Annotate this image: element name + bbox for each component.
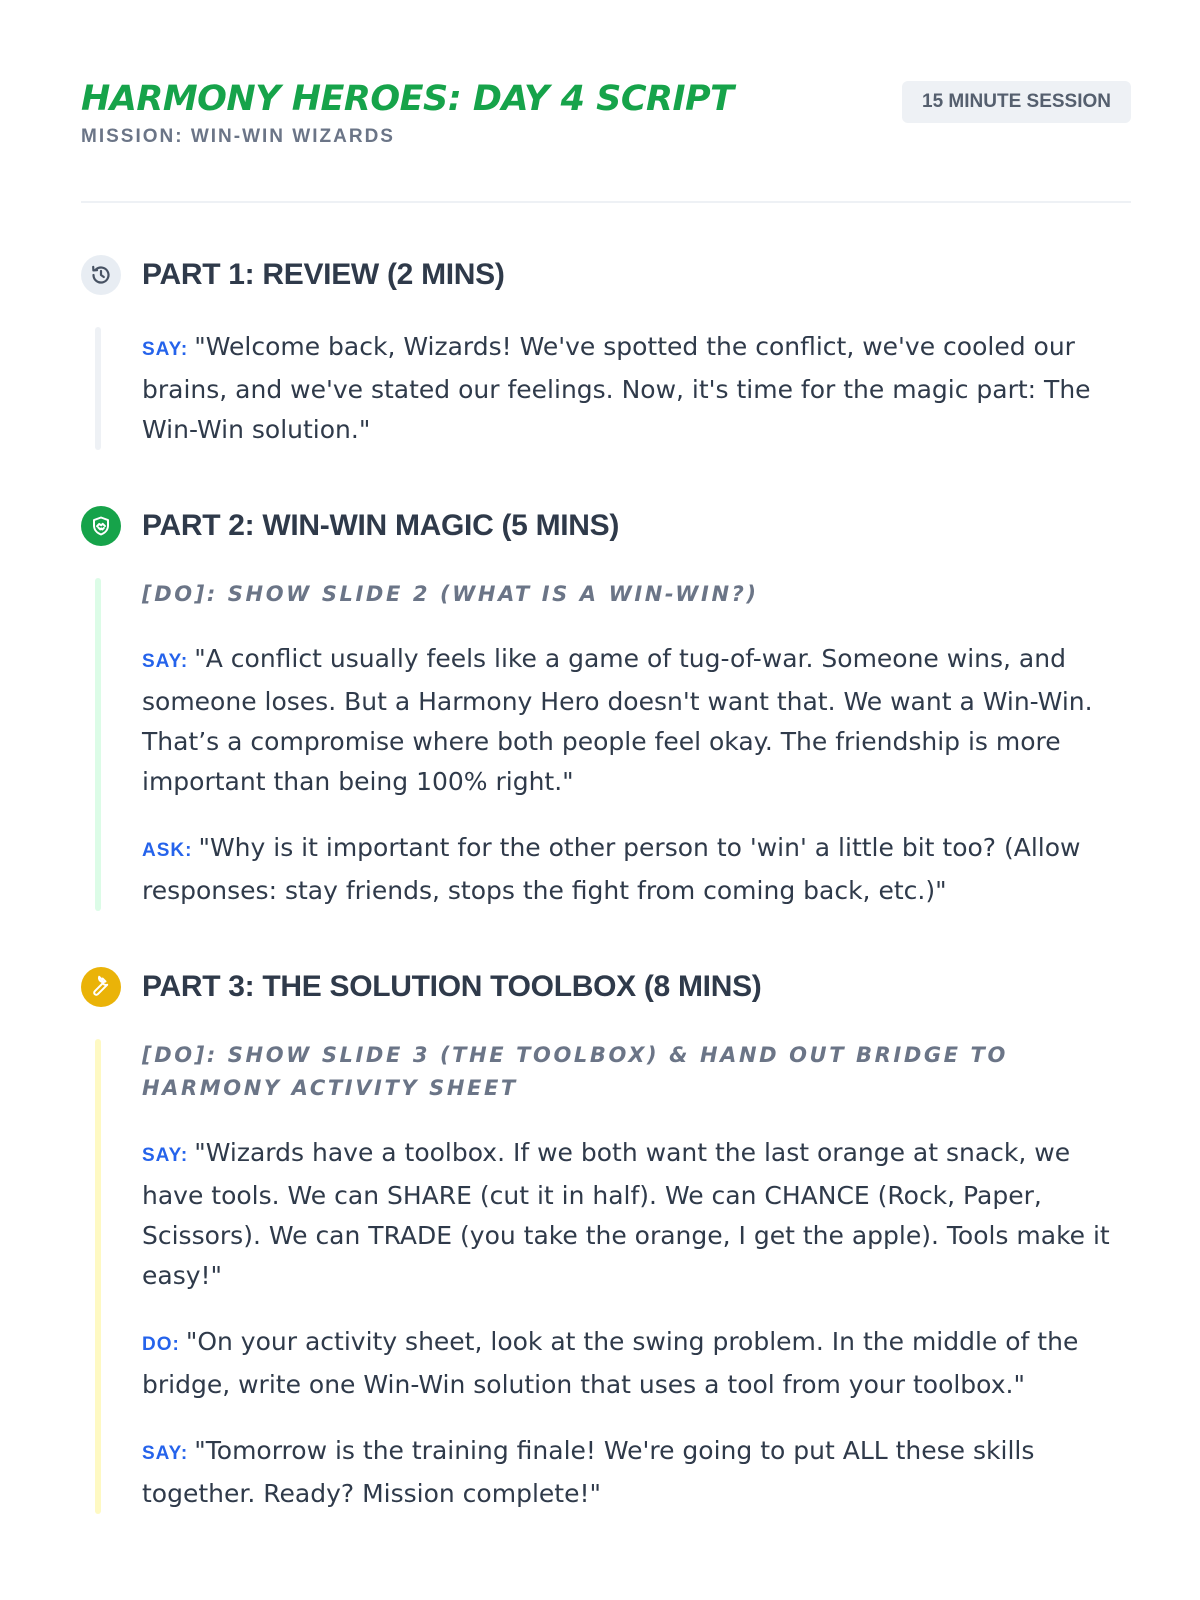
script-line-say [142, 327, 1131, 450]
script-line-ask [142, 828, 1131, 911]
page-title: HARMONY HEROES: DAY 4 SCRIPT [81, 79, 734, 119]
script-line-text: "Wizards have a toolbox. If we both want the last orange at snack, we have tools. We can SHARE (cut it in half). We can CHANCE (Rock, Paper, Scissors). We can TRADE (you take the orange, I get the apple). Tools make it easy!" [142, 1138, 1110, 1290]
page-subtitle: MISSION: WIN-WIN WIZARDS [81, 126, 395, 147]
script-line-text: "A conflict usually feels like a game of tug-of-war. Someone wins, and someone loses. But a Harmony Hero doesn't want that. We want a Win-Win. That’s a compromise where both people feel okay. The friendship is more important than being 100% right." [142, 644, 1093, 796]
wrench-icon [81, 967, 121, 1007]
script-line-say [142, 1133, 1131, 1296]
section-part-2 [81, 506, 1131, 911]
say-label: SAY: [142, 651, 189, 672]
handshake-icon [81, 506, 121, 546]
script-line-text: "Why is it important for the other person to 'win' a little bit too? (Allow responses: stay friends, stops the fight from coming back, etc.)" [142, 833, 1081, 905]
section-part-3 [81, 967, 1131, 1514]
ask-label: ASK: [142, 840, 193, 861]
script-line-text: "Welcome back, Wizards! We've spotted the conflict, we've cooled our brains, and we've stated our feelings. Now, it's time for the magic part: The Win-Win solution." [142, 332, 1091, 444]
script-page [81, 78, 1131, 1514]
section-part-1 [81, 255, 1131, 450]
script-line-say [142, 639, 1131, 802]
section-header [81, 255, 1131, 295]
do-instruction: [DO]: SHOW SLIDE 3 (THE TOOLBOX) & HAND OUT BRIDGE TO HARMONY ACTIVITY SHEET [142, 1043, 1008, 1100]
section-title: PART 3: THE SOLUTION TOOLBOX (8 MINS) [142, 970, 762, 1003]
script-line-text: "Tomorrow is the training finale! We're going to put ALL these skills together. Ready? Mission complete!" [142, 1436, 1035, 1508]
say-label: SAY: [142, 1145, 189, 1166]
section-title: PART 1: REVIEW (2 MINS) [142, 258, 505, 291]
header-divider [81, 201, 1131, 203]
do-instruction: [DO]: SHOW SLIDE 2 (WHAT IS A WIN-WIN?) [142, 582, 759, 606]
history-icon [81, 255, 121, 295]
section-body [81, 327, 1131, 450]
section-header [81, 967, 1131, 1007]
page-header [81, 78, 1131, 158]
do-label: DO: [142, 1334, 180, 1355]
section-title: PART 2: WIN-WIN MAGIC (5 MINS) [142, 509, 620, 542]
session-length-badge: 15 MINUTE SESSION [902, 81, 1131, 123]
say-label: SAY: [142, 339, 189, 360]
script-line-text: "On your activity sheet, look at the swing problem. In the middle of the bridge, write one Win-Win solution that uses a tool from your toolbox." [142, 1327, 1079, 1399]
section-body [81, 1039, 1131, 1514]
section-header [81, 506, 1131, 546]
say-label: SAY: [142, 1443, 189, 1464]
script-line-say [142, 1431, 1131, 1514]
section-body [81, 578, 1131, 911]
script-line-do [142, 1322, 1131, 1405]
